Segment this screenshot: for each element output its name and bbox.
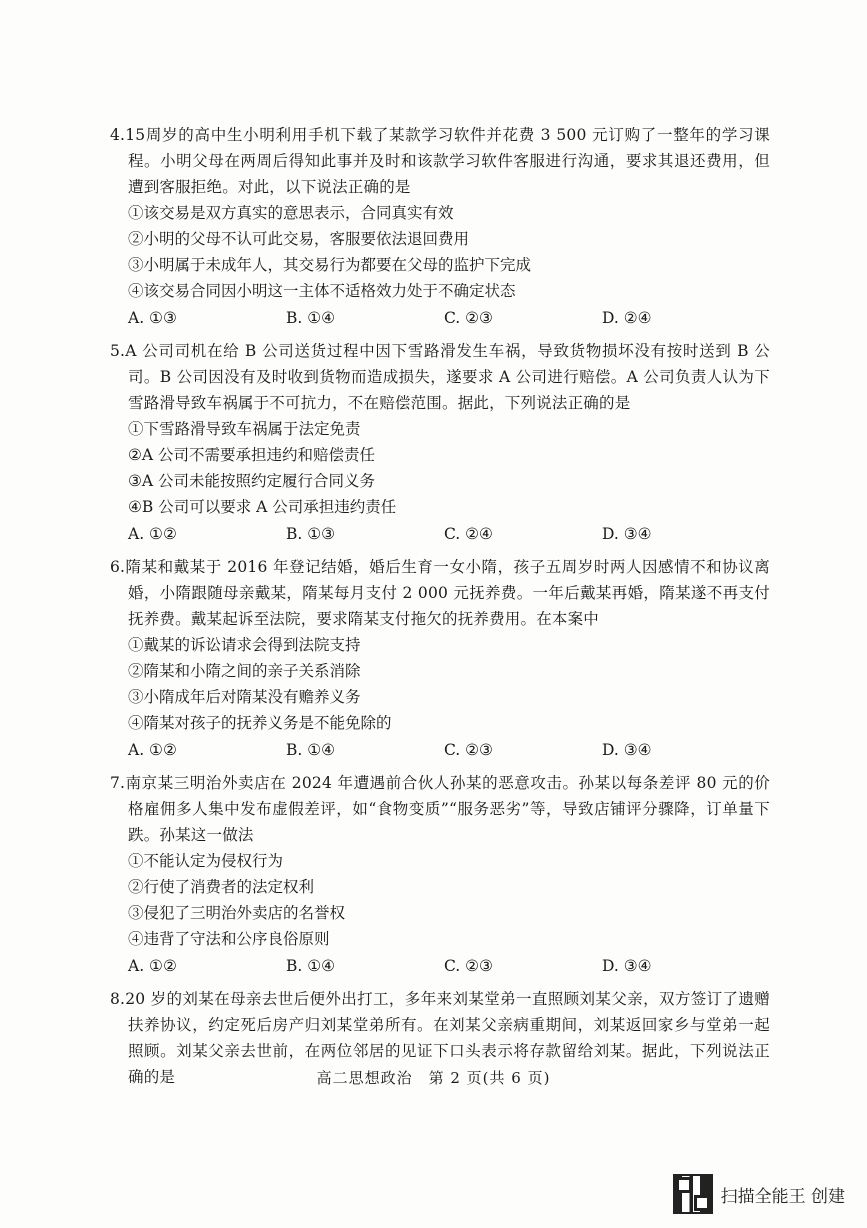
- answer-options: [110, 952, 770, 980]
- option-a: A. ①②: [128, 525, 177, 543]
- question-number: 5.: [110, 342, 126, 360]
- answer-options: [110, 736, 770, 764]
- statement-4: ④违背了守法和公序良俗原则: [128, 930, 330, 948]
- question-4: [110, 122, 770, 332]
- option-d: D. ②④: [602, 309, 652, 327]
- option-a: A. ①③: [128, 309, 177, 327]
- statement-3: ③小明属于未成年人，其交易行为都要在父母的监护下完成: [128, 256, 532, 274]
- option-b: B. ①③: [286, 525, 336, 543]
- statement-2: ②隋某和小隋之间的亲子关系消除: [128, 662, 361, 680]
- option-b: B. ①④: [286, 741, 336, 759]
- statement-3: ③A 公司未能按照约定履行合同义务: [128, 472, 376, 490]
- option-c: C. ②③: [444, 309, 493, 327]
- question-number: 8.: [110, 990, 126, 1008]
- answer-options: [110, 520, 770, 548]
- scanner-watermark: [673, 1174, 845, 1214]
- statement-1: ①该交易是双方真实的意思表示，合同真实有效: [128, 204, 454, 222]
- option-d: D. ③④: [602, 525, 652, 543]
- question-number: 6.: [110, 558, 126, 576]
- statement-3: ③侵犯了三明治外卖店的名誉权: [128, 904, 346, 922]
- statement-2: ②行使了消费者的法定权利: [128, 878, 315, 896]
- option-b: B. ①④: [286, 309, 336, 327]
- option-c: C. ②④: [444, 525, 493, 543]
- option-a: A. ①②: [128, 741, 177, 759]
- question-number: 7.: [110, 774, 126, 792]
- option-c: C. ②③: [444, 741, 493, 759]
- statement-4: ④该交易合同因小明这一主体不适格效力处于不确定状态: [128, 282, 516, 300]
- question-stem: 15周岁的高中生小明利用手机下载了某款学习软件并花费 3 500 元订购了一整年的学习课程。小明父母在两周后得知此事并及时和该款学习软件客服进行沟通，要求其退还费用，但遭到客服拒绝。对此，以下说法正确的是: [125, 126, 770, 196]
- question-7: [110, 770, 770, 980]
- statement-2: ②A 公司不需要承担违约和赔偿责任: [128, 446, 376, 464]
- option-d: D. ③④: [602, 957, 652, 975]
- questions-container: [110, 122, 770, 1096]
- question-number: 4.: [110, 126, 126, 144]
- question-stem: 隋某和戴某于 2016 年登记结婚，婚后生育一女小隋，孩子五周岁时两人因感情不和协议离婚，小隋跟随母亲戴某，隋某每月支付 2 000 元抚养费。一年后戴某再婚，隋某遂不再支付抚养费。戴某起诉至法院，要求隋某支付拖欠的抚养费用。在本案中: [125, 558, 770, 628]
- question-stem: 20 岁的刘某在母亲去世后便外出打工，多年来刘某堂弟一直照顾刘某父亲，双方签订了遗赠扶养协议，约定死后房产归刘某堂弟所有。在刘某父亲病重期间，刘某返回家乡与堂弟一起照顾。刘某父亲去世前，在两位邻居的见证下口头表示将存款留给刘某。据此，下列说法正确的是: [125, 990, 770, 1086]
- option-b: B. ①④: [286, 957, 336, 975]
- question-stem: A 公司司机在给 B 公司送货过程中因下雪路滑发生车祸，导致货物损坏没有按时送到 B 公司。B 公司因没有及时收到货物而造成损失，遂要求 A 公司进行赔偿。A 公司负责人认为下雪路滑导致车祸属于不可抗力，不在赔偿范围。据此，下列说法正确的是: [125, 342, 770, 412]
- statement-3: ③小隋成年后对隋某没有赡养义务: [128, 688, 361, 706]
- statement-1: ①戴某的诉讼请求会得到法院支持: [128, 636, 361, 654]
- statement-1: ①不能认定为侵权行为: [128, 852, 284, 870]
- page-footer: 高二思想政治 第 2 页(共 6 页): [316, 1069, 551, 1087]
- watermark-text: 扫描全能王 创建: [720, 1186, 845, 1207]
- answer-options: [110, 304, 770, 332]
- statement-1: ①下雪路滑导致车祸属于法定免责: [128, 420, 361, 438]
- statement-2: ②小明的父母不认可此交易，客服要依法退回费用: [128, 230, 470, 248]
- option-c: C. ②③: [444, 957, 493, 975]
- qr-code-icon: [673, 1174, 713, 1214]
- question-5: [110, 338, 770, 548]
- option-a: A. ①②: [128, 957, 177, 975]
- question-stem: 南京某三明治外卖店在 2024 年遭遇前合伙人孙某的恶意攻击。孙某以每条差评 80 元的价格雇佣多人集中发布虚假差评，如“食物变质”“服务恶劣”等，导致店铺评分骤降，订单量下跌。孙某这一做法: [125, 774, 770, 844]
- option-d: D. ③④: [602, 741, 652, 759]
- question-6: [110, 554, 770, 764]
- statement-4: ④隋某对孩子的抚养义务是不能免除的: [128, 714, 392, 732]
- statement-4: ④B 公司可以要求 A 公司承担违约责任: [128, 498, 397, 516]
